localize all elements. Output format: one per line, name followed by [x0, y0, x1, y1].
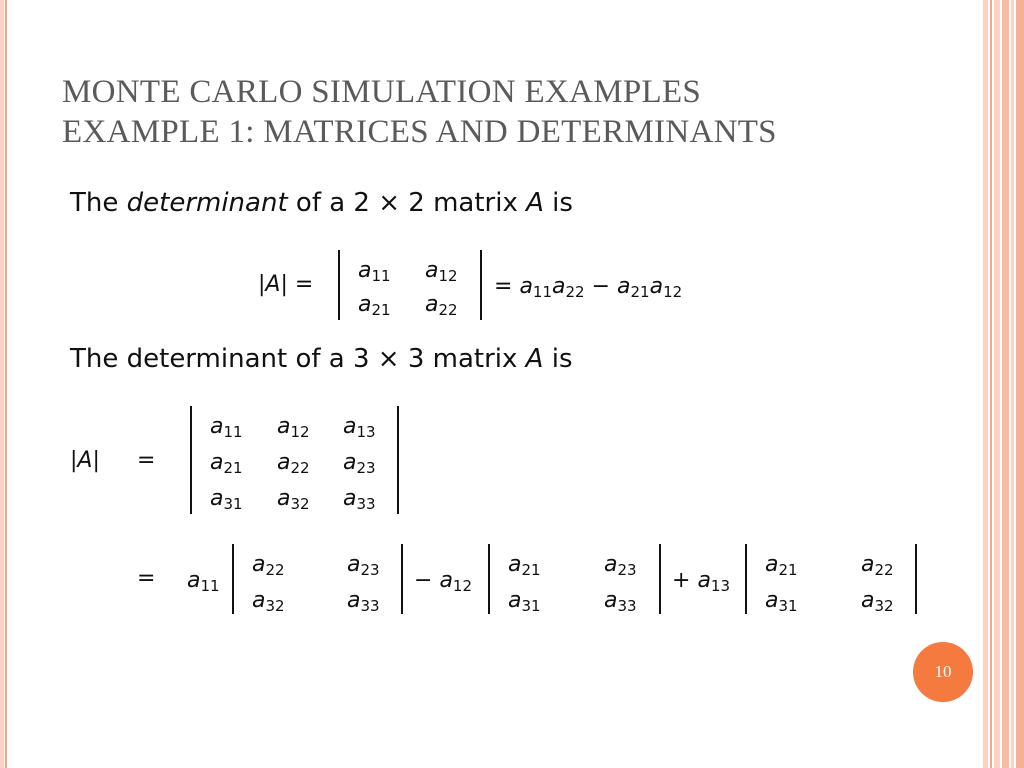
para1-em: determinant [126, 188, 288, 218]
page-number-badge: 10 [913, 642, 973, 702]
eq3-minus: − [414, 568, 433, 593]
para1-pre: The [70, 188, 127, 218]
para1-post: is [543, 188, 573, 218]
paragraph-3x3 [70, 344, 573, 374]
right-border-decoration [976, 0, 1024, 768]
paragraph-2x2 [70, 188, 573, 218]
left-border-decoration [0, 0, 14, 768]
eq3-equals: = [137, 566, 156, 591]
eq1-rhs: = $a_{11}a_{22} - a_{21}a_{12}$ [494, 274, 683, 301]
para2-var: A [525, 344, 544, 374]
para2-pre: The determinant of a 3 × 3 matrix [70, 344, 526, 374]
para1-mid: of a 2 × 2 matrix [287, 188, 527, 218]
para2-post: is [543, 344, 573, 374]
title-line-1: MONTE CARLO SIMULATION EXAMPLES [62, 74, 702, 110]
title-line-2: EXAMPLE 1: MATRICES AND DETERMINANTS [62, 114, 777, 150]
para1-var: A [526, 188, 544, 218]
eq3-plus: + [672, 568, 691, 593]
slide-title [62, 72, 942, 152]
eq2-equals: = [137, 448, 156, 473]
eq1-lhs: |A| = [258, 272, 314, 297]
